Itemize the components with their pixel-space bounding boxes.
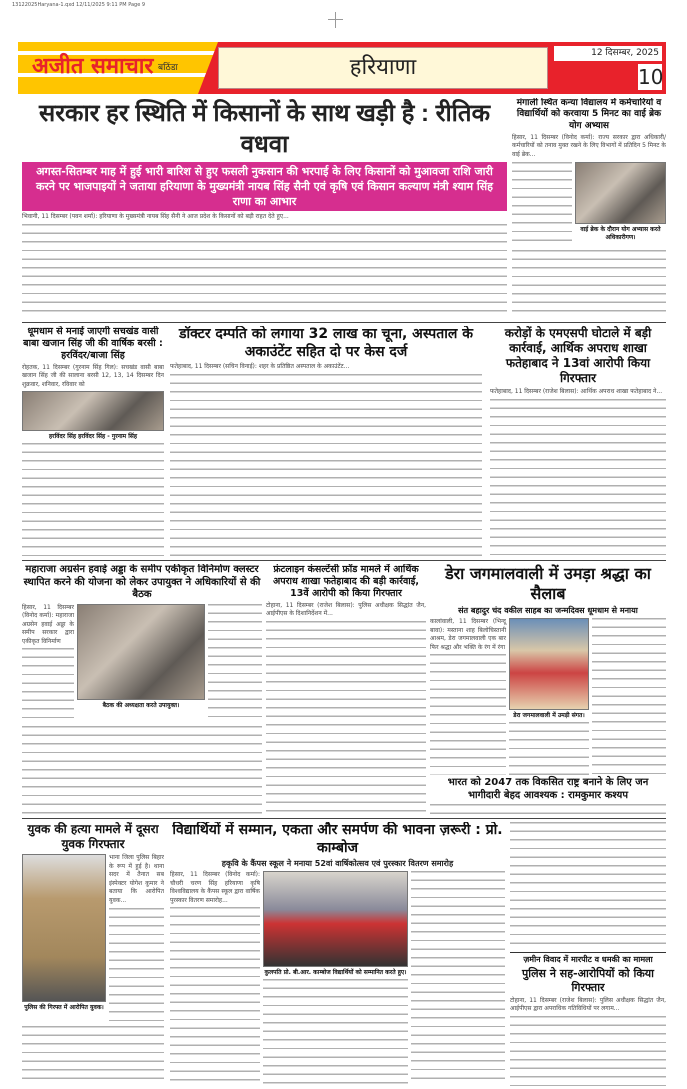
doctor-body [170,374,482,558]
msp-body [490,399,666,558]
doctor-lede: फतेहाबाद, 11 दिसम्बर (सचिन विनाई): शहर के प्रतिष्ठित अस्पताल के अकाउंटेंट... [170,363,350,370]
print-slug: 13122025Haryana-1.qxd 12/11/2025 9:11 PM Page 9 [12,2,146,8]
students-photo [263,871,408,967]
doctor-story [170,326,482,558]
india2047-headline: भारत को 2047 तक विकसित राष्ट्र बनाने के लिए जन भागीदारी बेहद आवश्यक : रामकुमार कश्यप [447,777,649,801]
cluster-lede: हिसार, 11 दिसम्बर (विनोद कर्मा): महाराजा अग्रसेन हवाई अड्डा के समीप सरकार द्वारा एकीकृत विनिर्माण [22,603,74,645]
issue-date: 12 दिसम्बर, 2025 [554,46,662,61]
cluster-photo [77,604,205,700]
india2047-body-2 [510,822,666,950]
frontline-story [266,564,426,814]
cluster-body-3 [22,648,74,723]
murder-story [22,822,164,1086]
murder-headline: युवक की हत्या मामले में दूसरा युवक गिरफ्तार [27,822,159,851]
dera-body [592,618,666,775]
logo: अजीत समाचार [32,53,154,79]
yoga-body-2 [512,250,666,318]
yoga-story [512,98,666,318]
dera-body-2 [430,654,506,775]
students-story [170,822,505,1086]
land-story [510,822,666,1086]
land-headline: पुलिस ने सह-आरोपियों को किया गिरफ्तार [522,967,654,995]
dera-lede: कालांवाली, 11 दिसम्बर (भिन्दू बावा): मस्ताना शाह बिलोचिस्तानी आश्रम, डेरा जगमालवाली एक बार फिर श्रद्धा और भक्ति के रंग में रंगा [430,618,506,651]
yoga-headline: मंगाली स्थित कन्या विद्यालय में कर्मचारियों व विद्यार्थियों को करवाया 5 मिनट का वाई ब्रेक योग अभ्यास [516,98,662,131]
barsi-story [22,326,164,558]
cluster-story [22,564,262,814]
dera-caption: डेरा जगमालवाली में उमड़ी संगत। [513,712,585,719]
cluster-body-2 [22,726,262,815]
yoga-caption: वाई ब्रेक के दौरान योग अभ्यास करते अधिकारीगण। [580,225,661,241]
students-lede: हिसार, 11 दिसम्बर (विनोद कर्मा): चौधरी चरण सिंह हरियाणा कृषि विश्वविद्यालय के कैंपस स्कूल द्वारा वार्षिक पुरस्कार वितरण समारोह... [170,871,260,904]
dera-subhead: संत बहादुर चंद वकील साहब का जन्मदिवस धूमधाम से मनाया [458,606,638,615]
divider [510,952,666,953]
students-body [170,907,260,1086]
yoga-body [512,162,572,248]
land-body [510,1016,666,1086]
india2047-body [430,804,666,814]
students-subhead: हकृवि के कैंपस स्कूल ने मनाया 52वां वार्षिकोत्सव एवं पुरस्कार वितरण समारोह [221,859,454,868]
divider [22,560,666,561]
crop-mark [328,19,343,20]
dera-photo [509,618,589,710]
section-title: हरियाणा [218,47,548,89]
yoga-photo [575,162,666,224]
frontline-headline: फ्रंटलाइन कंसल्टेंसी फ्रॉड मामले में आर्थिक अपराध शाखा फतेहाबाद की बड़ी कार्रवाई, 13वें आरोपी को किया गिरफ्तार [272,564,420,599]
dera-story [430,564,666,814]
msp-lede: फतेहाबाद, 11 दिसम्बर (राजेश बिलास): आर्थिक अपराध शाखा फतेहाबाद ने... [490,388,663,395]
msp-headline: करोड़ों के एमएसपी घोटाले में बड़ी कार्रवाई, आर्थिक अपराध शाखा फतेहाबाद ने 13वां आरोपी किया गिरफ्तार [504,326,652,385]
murder-body-2 [22,1026,164,1086]
cluster-headline: महाराजा अग्रसेन हवाई अड्डा के समीप एकीकृत विनिर्माण क्लस्टर स्थापित करने की योजना को लेकर उपायुक्त ने अधिकारियों से की बैठक [23,564,261,600]
students-headline: विद्यार्थियों में सम्मान, एकता और समर्पण की भावना ज़रूरी : प्रो. काम्बोज [172,822,503,856]
barsi-caption: हरविंदर सिंह हरविंदर सिंह - गुरनाम सिंह [48,433,138,441]
dera-body-3 [509,722,589,775]
murder-lede: भाना जिला पुलिस बिहार के रूप में हुई है। थाना सदर में तैनात सब इंस्पेक्टर योगेश कुमार ने बताया कि आरोपित युवक... [109,854,164,904]
barsi-photo [22,391,164,431]
page-number: 10 [638,65,664,89]
divider [22,322,666,323]
lead-story [22,98,507,318]
frontline-body [266,621,426,814]
murder-body [109,908,164,1024]
msp-story [490,326,666,558]
lead-headline: सरकार हर स्थिति में किसानों के साथ खड़ी है : रीतिक वधवा [38,100,490,159]
lead-banner: अगस्त-सितम्बर माह में हुई भारी बारिश से हुए फसली नुकसान की भरपाई के लिए किसानों को मुआवजा राशि जारी करने पर भाजपाइयों ने जताया हरियाणा के मुख्यमंत्री नायब सिंह सैनी एवं कृषि एवं किसान कल्याण मंत्री श्याम सिंह राणा का आभार [22,162,507,211]
murder-photo [22,854,106,1002]
dera-headline: डेरा जगमालवाली में उमड़ा श्रद्धा का सैलाब [445,564,651,603]
frontline-lede: टोहाना, 11 दिसम्बर (राजेश बिलास): पुलिस अधीक्षक सिद्धांत जैन, आईपीएस के दिशानिर्देशन में... [266,601,426,618]
students-body-3 [263,979,408,1086]
doctor-headline: डॉक्टर दम्पति को लगाया 32 लाख का चूना, अस्पताल के अकाउंटेंट सहित दो पर केस दर्ज [179,326,473,360]
divider [22,818,666,819]
edition-city: बठिंडा [158,63,178,73]
masthead [18,42,666,94]
lead-body [22,224,507,318]
cluster-body [208,604,262,724]
barsi-headline: धूमधाम से मनाई जाएगी सचखंड वासी बाबा खजान सिंह जी की वार्षिक बरसी : हरविंदर/बाजा सिंह [23,326,163,361]
cluster-caption: बैठक की अध्यक्षता करते उपायुक्त। [102,701,180,709]
barsi-body [22,443,164,558]
murder-caption: पुलिस की गिरफ्त में आरोपित युवक। [24,1004,104,1011]
students-caption: कुलपति प्रो. बी.आर. काम्बोज विद्यार्थियों को सम्मानित करते हुए। [264,969,407,976]
barsi-lede: रोहतक, 11 दिसम्बर (गुरनाम सिंह गिल): सचखंड वासी बाबा खजान सिंह जी की सालाना बरसी 12, 13, 14 दिसम्बर दिन शुक्रवार, शनिवार, रविवार को [22,363,164,388]
lead-lede: भिवानी, 11 दिसम्बर (पवन शर्मा): हरियाणा के मुख्यमंत्री नायब सिंह सैनी ने आज प्रदेश के किसानों को बड़ी राहत देते हुए... [22,213,289,221]
land-kicker: ज़मीन विवाद में मारपीट व धमकी का मामला [523,955,653,965]
crop-mark [335,12,336,28]
yoga-lede: हिसार, 11 दिसम्बर (विनोद कर्मा): राज्य सरकार द्वारा अधिकारी/कर्मचारियों को तनाव मुक्त रखने के लिए विभागों में प्रतिदिन 5 मिनट के वाई ब्रेक... [512,133,666,158]
land-lede: टोहाना, 11 दिसम्बर (राजेश बिलास): पुलिस अधीक्षक सिद्धांत जैन, आईपीएस द्वारा अपराधिक गतिविधियों पर लगाम... [510,996,666,1013]
students-body-2 [411,871,505,1086]
